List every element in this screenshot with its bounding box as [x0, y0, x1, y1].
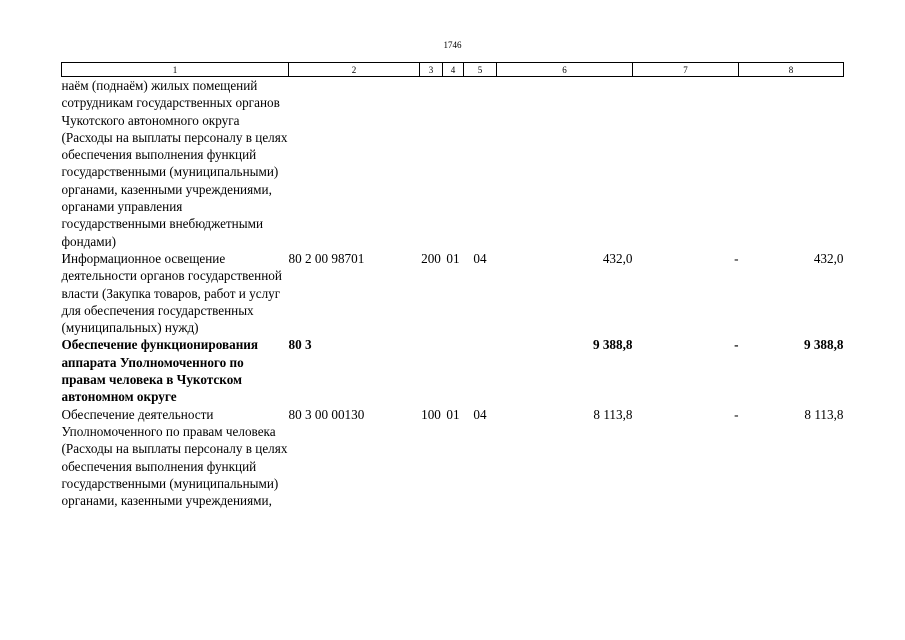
row-change — [633, 77, 739, 250]
column-number-header: 5 — [464, 63, 497, 77]
column-number-header: 4 — [443, 63, 464, 77]
row-subsection: 04 — [473, 406, 487, 422]
page-number: 1746 — [443, 40, 462, 50]
column-number-header: 3 — [420, 63, 443, 77]
row-description: наём (поднаём) жилых помещений сотрудникам государственных органов Чукотского автономного округа (Расходы на выплаты персоналу в целях обеспечения выполнения функций государственными (муниципальными) органами, казенными учреждениями, органами управления государственными внебюджетными фондами) — [61, 78, 288, 249]
table-row — [62, 77, 844, 250]
row-description: Обеспечение функционирования аппарата Уполномоченного по правам человека в Чукотском автономном округе — [61, 337, 259, 405]
row-section: 01 — [446, 250, 460, 266]
row-amount: 9 388,8 — [592, 337, 633, 353]
table-row — [62, 250, 844, 336]
column-number-header: 1 — [62, 63, 289, 77]
column-number-header: 8 — [739, 63, 844, 77]
row-change: - — [734, 250, 739, 266]
row-total — [739, 77, 844, 250]
row-expense-type: 200 — [421, 250, 441, 266]
row-change: - — [734, 337, 739, 353]
row-target-code: 80 2 00 98701 — [288, 250, 365, 266]
row-description: Информационное освещение деятельности органов государственной власти (Закупка товаров, работ и услуг для обеспечения государственных (муниципальных) нужд) — [61, 250, 282, 336]
row-section — [443, 336, 464, 405]
row-amount: 432,0 — [602, 250, 633, 266]
column-number-header-row — [62, 63, 844, 77]
row-change: - — [734, 406, 739, 422]
row-amount — [497, 77, 633, 250]
column-number-header: 7 — [633, 63, 739, 77]
row-target-code: 80 3 — [288, 337, 312, 353]
row-expense-type — [420, 77, 443, 250]
row-total: 432,0 — [813, 250, 844, 266]
row-subsection: 04 — [473, 250, 487, 266]
table-row — [62, 336, 844, 405]
table-row — [62, 406, 844, 510]
row-expense-type: 100 — [421, 406, 441, 422]
column-number-header: 6 — [497, 63, 633, 77]
row-subsection — [464, 77, 497, 250]
row-section: 01 — [446, 406, 460, 422]
row-subsection — [464, 336, 497, 405]
row-target-code: 80 3 00 00130 — [288, 406, 365, 422]
row-total: 8 113,8 — [804, 406, 844, 422]
row-section — [443, 77, 464, 250]
row-expense-type — [420, 336, 443, 405]
column-number-header: 2 — [289, 63, 420, 77]
row-description: Обеспечение деятельности Уполномоченного по правам человека (Расходы на выплаты персоналу в целях обеспечения выполнения функций государственными (муниципальными) органами, казенными учреждениями, — [61, 406, 288, 509]
budget-table — [61, 62, 844, 509]
row-amount: 8 113,8 — [593, 406, 633, 422]
row-target-code — [289, 77, 420, 250]
row-total: 9 388,8 — [803, 337, 844, 353]
